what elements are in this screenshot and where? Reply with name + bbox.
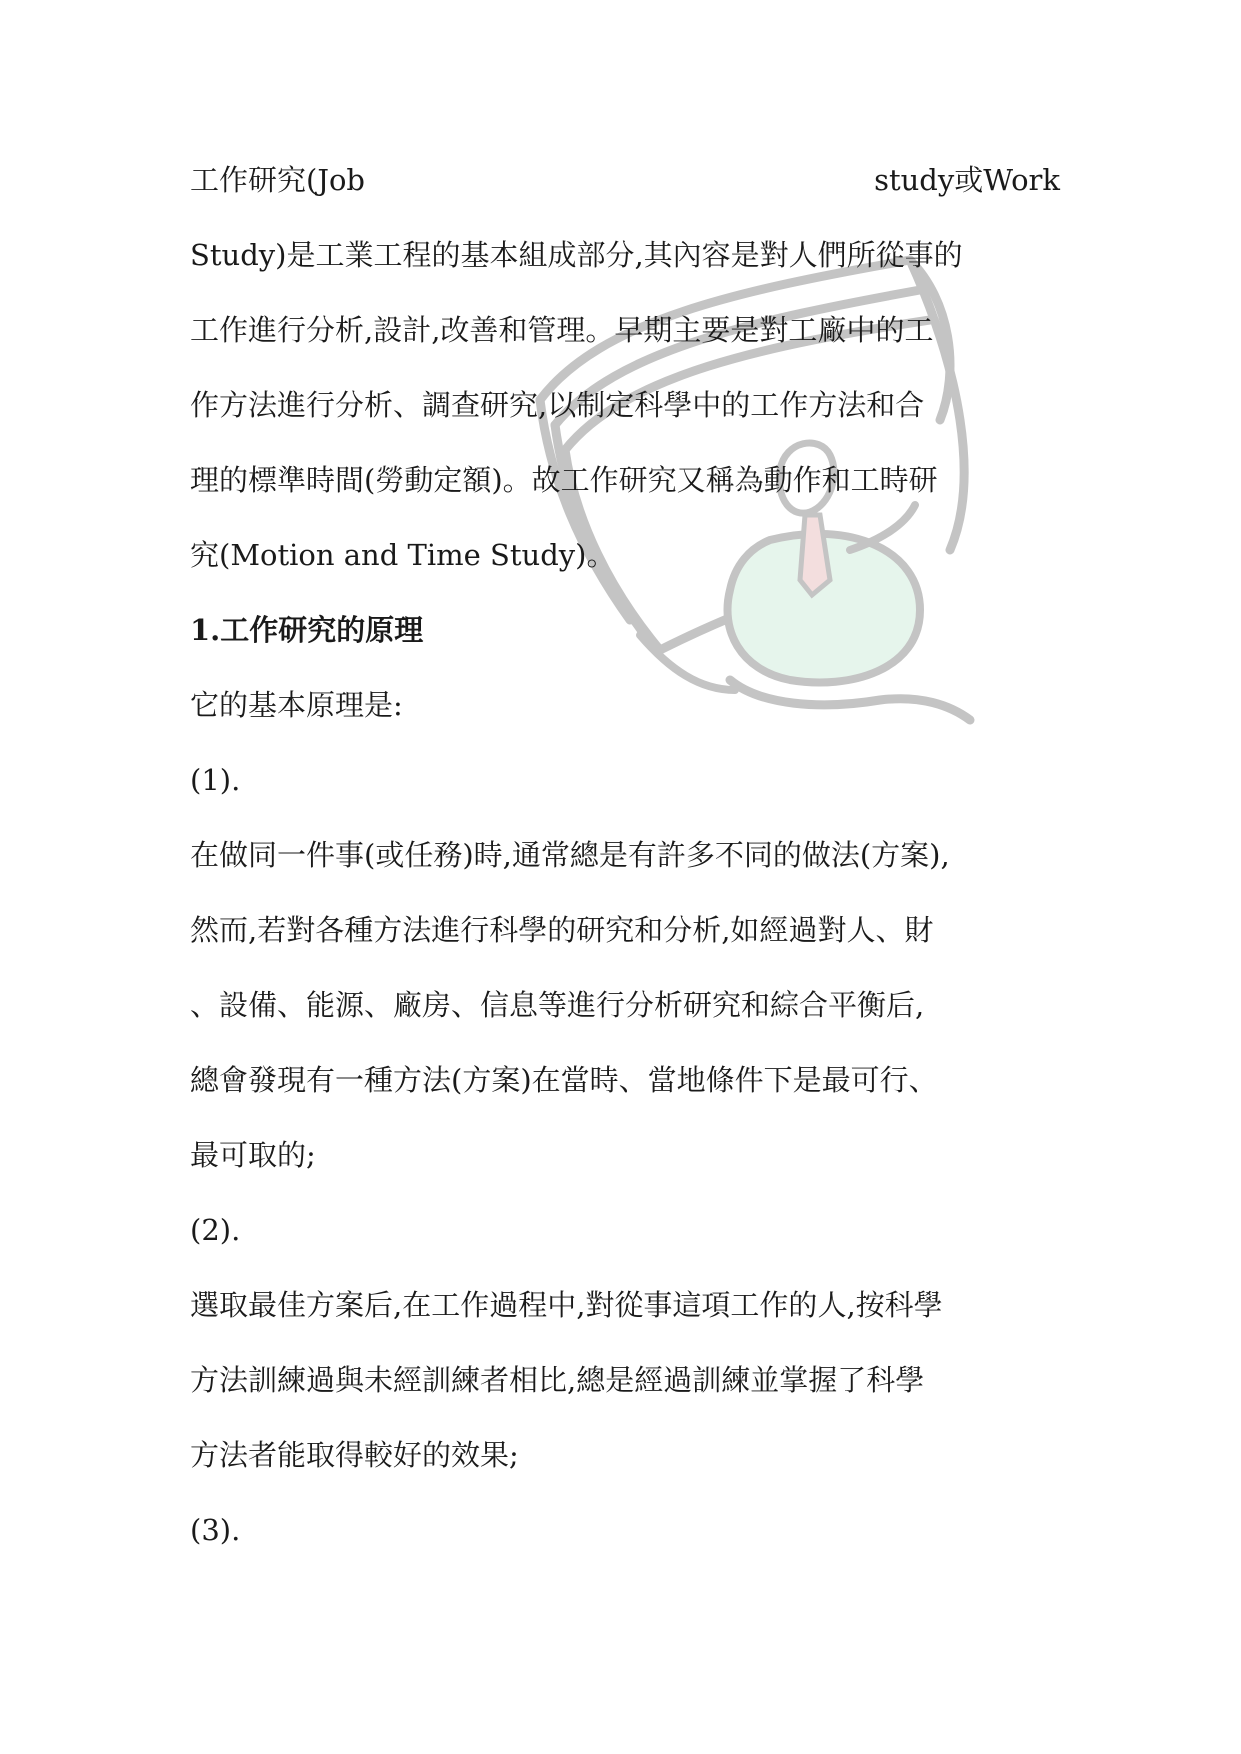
paragraph-1-line-3: 工作進行分析,設計,改善和管理。早期主要是對工廠中的工 (190, 313, 934, 347)
item-1-line-2: 然而,若對各種方法進行科學的研究和分析,如經過對人、財 (190, 913, 934, 947)
item-1-line-5: 最可取的; (190, 1138, 316, 1172)
paragraph-1-line-2: Study)是工業工程的基本組成部分,其內容是對人們所從事的 (190, 238, 963, 272)
item-3-number: (3). (190, 1513, 241, 1547)
paragraph-1-line-6: 究(Motion and Time Study)。 (190, 538, 616, 572)
item-1-number: (1). (190, 763, 241, 797)
item-1-line-1: 在做同一件事(或任務)時,通常總是有許多不同的做法(方案), (190, 838, 950, 872)
paragraph-1-line-1-right: study或Work (874, 163, 1060, 197)
paragraph-1-line-5: 理的標準時間(勞動定額)。故工作研究又稱為動作和工時研 (190, 463, 938, 497)
item-2-line-1: 選取最佳方案后,在工作過程中,對從事這項工作的人,按科學 (190, 1288, 943, 1322)
document-body (190, 160, 1060, 1549)
item-1-line-4: 總會發現有一種方法(方案)在當時、當地條件下是最可行、 (190, 1063, 938, 1097)
section-heading: 1.工作研究的原理 (190, 613, 424, 647)
item-2-line-2: 方法訓練過與未經訓練者相比,總是經過訓練並掌握了科學 (190, 1363, 925, 1397)
paragraph-1-line-1 (190, 162, 1060, 199)
intro-line: 它的基本原理是: (190, 688, 403, 722)
item-1-line-3: 、設備、能源、廠房、信息等進行分析研究和綜合平衡后, (190, 988, 925, 1022)
item-2-line-3: 方法者能取得較好的效果; (190, 1438, 519, 1472)
item-2-number: (2). (190, 1213, 241, 1247)
paragraph-1-line-1-left: 工作研究(Job (190, 163, 365, 197)
paragraph-1-line-4: 作方法進行分析、調查研究,以制定科學中的工作方法和合 (190, 388, 925, 422)
